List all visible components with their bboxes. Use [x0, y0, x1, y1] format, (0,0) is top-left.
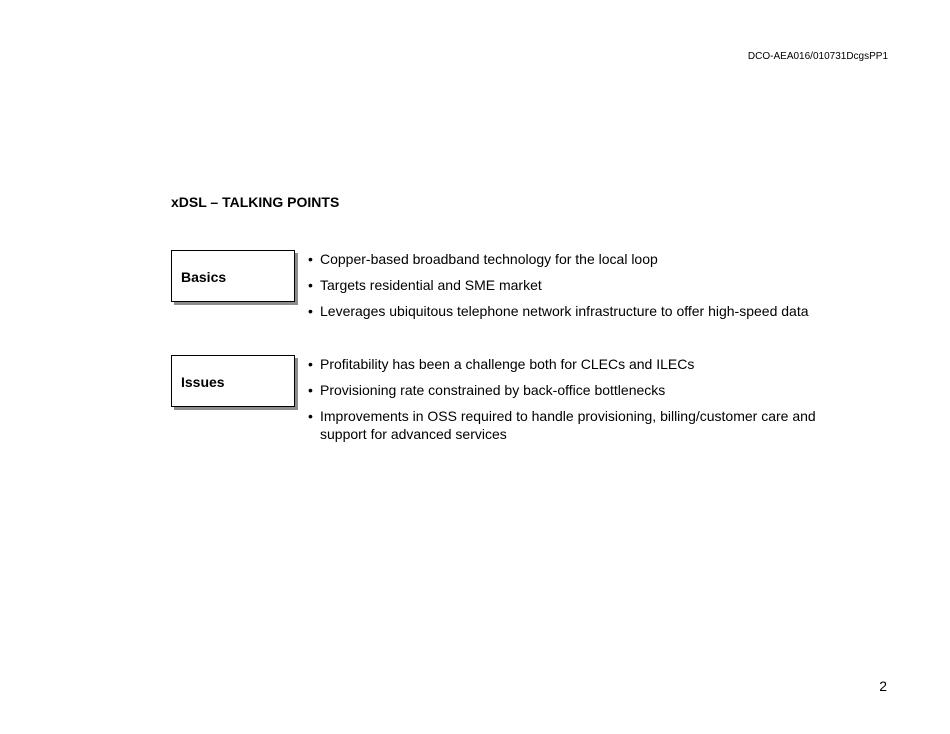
page-title: xDSL – TALKING POINTS	[171, 194, 340, 210]
bullet-text: Provisioning rate constrained by back-office bottlenecks	[320, 382, 666, 398]
section-label: Issues	[181, 374, 225, 390]
bullet-item	[308, 355, 838, 373]
section-label-box	[171, 355, 295, 407]
bullet-text: Copper-based broadband technology for the local loop	[320, 251, 658, 267]
bullet-list	[308, 355, 838, 451]
bullet-item	[308, 302, 838, 320]
bullet-text: Improvements in OSS required to handle provisioning, billing/customer care and support for advanced services	[320, 408, 816, 442]
bullet-item	[308, 381, 838, 399]
bullet-text: Profitability has been a challenge both for CLECs and ILECs	[320, 356, 695, 372]
bullet-list	[308, 250, 838, 328]
bullet-icon: •	[308, 382, 313, 398]
bullet-icon: •	[308, 303, 313, 319]
bullet-item	[308, 407, 838, 443]
section-label-box	[171, 250, 295, 302]
bullet-icon: •	[308, 251, 313, 267]
section-label: Basics	[181, 269, 227, 285]
page-number: 2	[879, 678, 887, 694]
bullet-icon: •	[308, 356, 313, 372]
bullet-item	[308, 250, 838, 268]
bullet-icon: •	[308, 277, 313, 293]
bullet-item	[308, 276, 838, 294]
bullet-text: Targets residential and SME market	[320, 277, 542, 293]
document-code: DCO-AEA016/010731DcgsPP1	[747, 51, 888, 62]
bullet-icon: •	[308, 408, 313, 424]
bullet-text: Leverages ubiquitous telephone network infrastructure to offer high-speed data	[320, 303, 809, 319]
